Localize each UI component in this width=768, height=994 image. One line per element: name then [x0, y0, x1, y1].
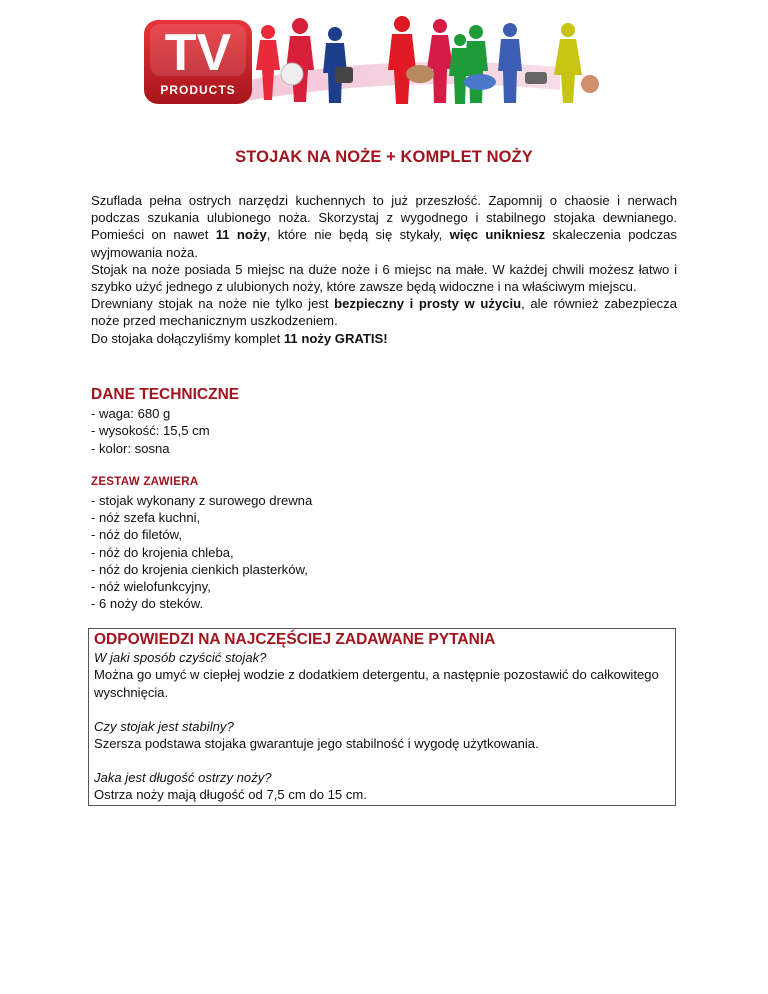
tech-section: [91, 386, 677, 457]
list-item: - nóż do krojenia cienkich plasterków,: [91, 561, 308, 577]
page-title: STOJAK NA NOŻE + KOMPLET NOŻY: [235, 148, 533, 166]
logo-products-text: PRODUCTS: [160, 83, 236, 97]
intro-text: Szuflada pełna ostrych narzędzi kuchennych to już przeszłość. Zapomnij o chaosie i nerwach podczas szukania ulubionego noża. Skorzystaj z wygodnego i stabilnego stojaka dewnianego. Pomieści on nawet: [91, 193, 677, 243]
intro-bold-avoid: więc unikniesz: [449, 227, 546, 243]
intro-text: Do stojaka dołączyliśmy komplet: [91, 330, 284, 346]
tv-products-banner: [140, 12, 620, 112]
silhouette-man-lightblue: [498, 23, 522, 103]
intro-text: skaleczenia podczas wyjmowania noża.: [91, 227, 677, 260]
faq-question: Jaka jest długość ostrzy noży?: [94, 770, 272, 786]
tech-list: [91, 405, 677, 457]
faq-item: [94, 718, 675, 752]
list-item: - kolor: sosna: [91, 440, 170, 456]
product-thumb-1: [281, 63, 303, 85]
silhouette-man-blue: [323, 27, 347, 103]
list-item: - nóż szefa kuchni,: [91, 510, 201, 526]
faq-answer: Szersza podstawa stojaka gwarantuje jego stabilność i wygodę użytkowania.: [94, 736, 539, 752]
people-silhouettes: [256, 16, 582, 104]
intro-bold-free: 11 noży GRATIS!: [283, 330, 388, 346]
silhouette-couple-green: [449, 25, 488, 104]
intro-bold-count: 11 noży: [215, 227, 267, 243]
faq-answer: Można go umyć w ciepłej wodzie z dodatkiem detergentu, a następnie pozostawić do całkowitego wyschnięcia.: [94, 667, 659, 700]
faq-answer: Ostrza noży mają długość od 7,5 cm do 15 cm.: [94, 787, 367, 803]
silhouette-woman-yellow: [554, 23, 582, 103]
product-thumb-5: [525, 72, 547, 84]
faq-item: [94, 769, 675, 803]
kit-section: [91, 474, 677, 612]
logo-tv-text: TV: [164, 24, 232, 82]
product-thumb-4: [464, 74, 496, 90]
intro-text: , które nie będą się stykały,: [266, 227, 450, 243]
list-item: - nóż do krojenia chleba,: [91, 544, 234, 560]
list-item: - stojak wykonany z surowego drewna: [91, 493, 313, 508]
intro-paragraph-2: Stojak na noże posiada 5 miejsc na duże noże i 6 miejsc na małe. W każdej chwili możesz łatwo i szybko użyć jednego z ulubionych noży, które zawsze będą widoczne i na właściwym miejscu.: [91, 261, 677, 295]
kit-list: [91, 492, 677, 612]
kit-heading: ZESTAW ZAWIERA: [91, 476, 199, 488]
intro-paragraph-1: [91, 192, 677, 261]
intro-text: , ale również zabezpiecza noże przed mechanicznym uszkodzeniem.: [91, 296, 677, 329]
product-thumb-3: [406, 65, 434, 83]
tech-heading: DANE TECHNICZNE: [91, 386, 240, 403]
intro-text: Drewniany stojak na noże nie tylko jest: [91, 296, 335, 312]
faq-item: [94, 649, 675, 701]
silhouette-woman-pink: [427, 19, 453, 103]
list-item: - 6 noży do steków.: [91, 596, 204, 612]
intro-section: [91, 192, 677, 347]
faq-question: Czy stojak jest stabilny?: [94, 718, 234, 734]
intro-bold-safe: bezpieczny i prosty w użyciu: [334, 296, 522, 312]
product-thumb-2: [335, 67, 353, 83]
intro-paragraph-4: [91, 330, 677, 347]
banner-graphic: [140, 12, 620, 112]
list-item: - nóż wielofunkcyjny,: [91, 579, 211, 595]
list-item: - nóż do filetów,: [91, 527, 182, 543]
silhouette-man-suit: [388, 16, 416, 104]
product-thumb-6: [581, 75, 599, 93]
faq-box: [88, 628, 676, 806]
list-item: - waga: 680 g: [91, 406, 171, 422]
faq-heading: ODPOWIEDZI NA NAJCZĘŚCIEJ ZADAWANE PYTANIA: [94, 631, 496, 648]
list-item: - wysokość: 15,5 cm: [91, 423, 210, 439]
faq-question: W jaki sposób czyścić stojak?: [94, 650, 267, 666]
intro-paragraph-3: [91, 295, 677, 329]
